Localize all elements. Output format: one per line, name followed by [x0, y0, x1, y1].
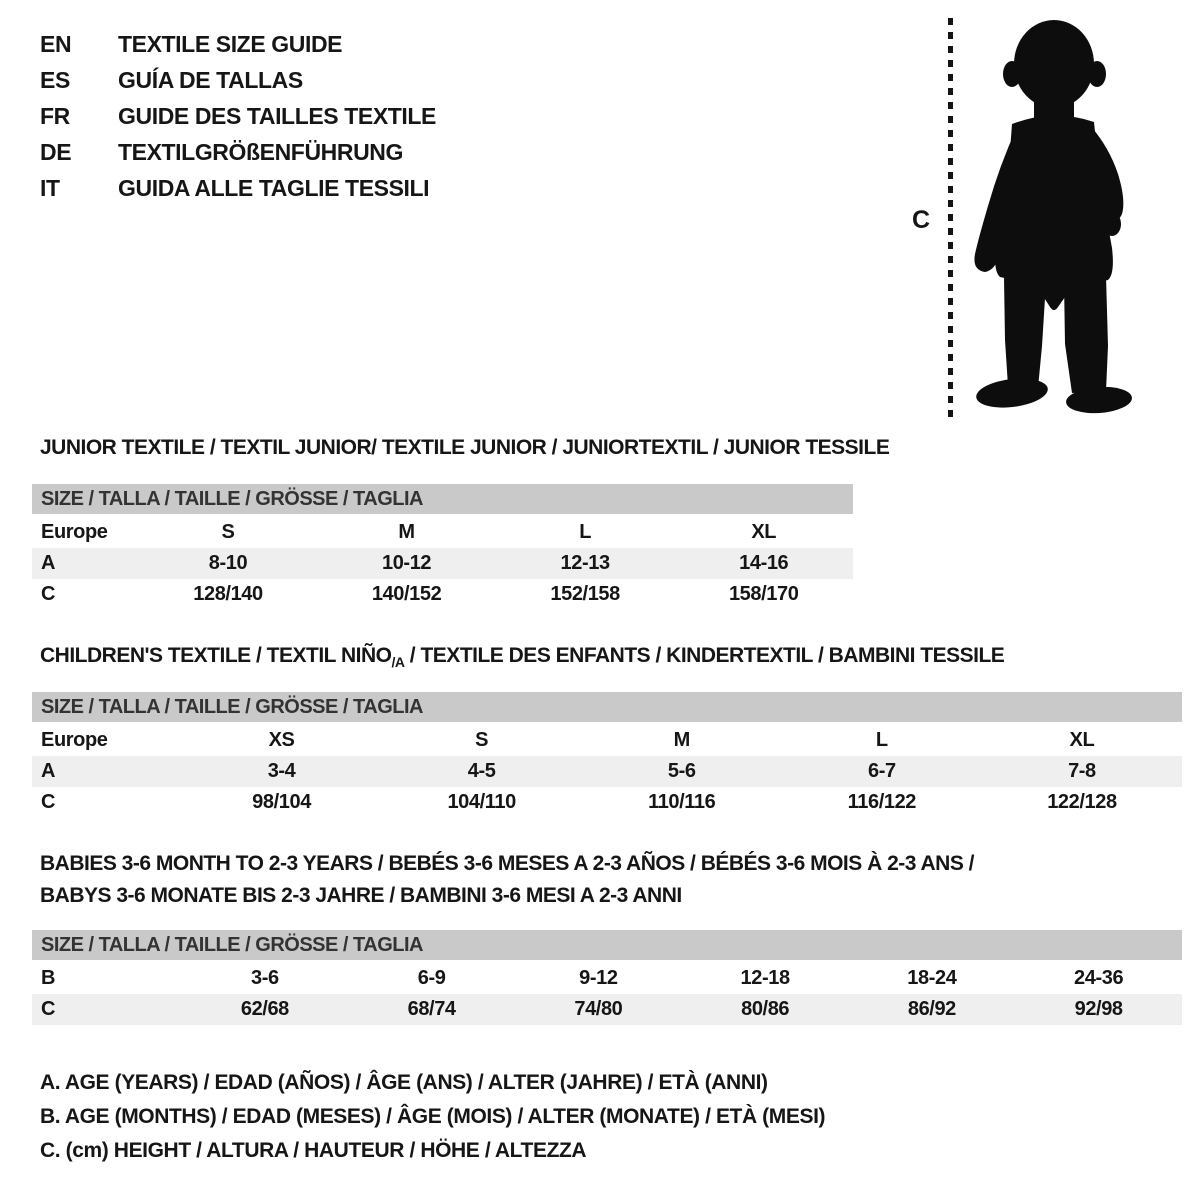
- table-row: [32, 725, 1182, 756]
- table-cell: 128/140: [193, 583, 263, 605]
- table-cell: 68/74: [407, 998, 456, 1020]
- table-cell: 158/170: [728, 583, 799, 605]
- language-title-fr: GUIDE DES TAILLES TEXTILE: [118, 103, 436, 129]
- junior-section-title: JUNIOR TEXTILE / TEXTIL JUNIOR/ TEXTILE JUNIOR / JUNIORTEXTIL / JUNIOR TESSILE: [40, 436, 890, 459]
- language-title-de: TEXTILGRÖßENFÜHRUNG: [118, 139, 403, 165]
- babies-title-line1: BABIES 3-6 MONTH TO 2-3 YEARS / BEBÉS 3-6 MESES A 2-3 AÑOS / BÉBÉS 3-6 MOIS À 2-3 ANS /: [40, 852, 975, 875]
- legend-line-b: B. AGE (MONTHS) / EDAD (MESES) / ÂGE (MOIS) / ALTER (MONATE) / ETÀ (MESI): [40, 1105, 826, 1128]
- table-cell: 62/68: [240, 998, 289, 1020]
- legend-line-a: A. AGE (YEARS) / EDAD (AÑOS) / ÂGE (ANS) / ALTER (JAHRE) / ETÀ (ANNI): [40, 1071, 768, 1094]
- table-cell: S: [475, 729, 489, 751]
- children-size-table: [32, 692, 1182, 818]
- table-cell: 6-7: [867, 760, 896, 782]
- table-cell: M: [398, 521, 415, 543]
- language-code-en: EN: [40, 31, 72, 57]
- table-cell: 5-6: [667, 760, 696, 782]
- table-cell: A: [41, 760, 56, 782]
- table-cell: 3-6: [251, 967, 279, 989]
- table-cell: L: [579, 521, 592, 543]
- table-cell: 98/104: [252, 791, 311, 813]
- table-cell: XS: [268, 729, 295, 751]
- table-cell: Europe: [41, 521, 108, 543]
- table-cell: 80/86: [741, 998, 790, 1020]
- table-cell: B: [41, 967, 56, 989]
- language-title-es: GUÍA DE TALLAS: [118, 67, 303, 93]
- table-row: [32, 756, 1182, 787]
- table-cell: 3-4: [267, 760, 296, 782]
- language-code-de: DE: [40, 139, 72, 165]
- table-cell: 14-16: [739, 552, 789, 574]
- table-row: [32, 548, 853, 579]
- table-row: [32, 787, 1182, 818]
- toddler-silhouette-icon: [960, 16, 1138, 420]
- table-cell: 92/98: [1074, 998, 1123, 1020]
- table-cell: 122/128: [1047, 791, 1117, 813]
- table-cell: 12-13: [560, 552, 610, 574]
- table-cell: 116/122: [847, 791, 917, 813]
- table-cell: L: [875, 729, 888, 751]
- table-cell: 24-36: [1074, 967, 1124, 989]
- table-cell: 10-12: [381, 552, 432, 574]
- table-cell: 12-18: [740, 967, 790, 989]
- table-cell: 86/92: [907, 998, 956, 1020]
- language-code-fr: FR: [40, 103, 70, 129]
- legend-line-c: C. (cm) HEIGHT / ALTURA / HAUTEUR / HÖHE / ALTEZZA: [40, 1139, 587, 1162]
- babies-section-title: [40, 848, 974, 912]
- table-cell: 74/80: [574, 998, 623, 1020]
- babies-size-header: SIZE / TALLA / TAILLE / GRÖSSE / TAGLIA: [32, 930, 1182, 960]
- junior-size-header: SIZE / TALLA / TAILLE / GRÖSSE / TAGLIA: [32, 484, 853, 514]
- table-row: [32, 517, 853, 548]
- table-cell: XL: [1069, 729, 1095, 751]
- table-cell: 104/110: [447, 791, 516, 813]
- table-cell: 8-10: [208, 552, 248, 574]
- table-cell: C: [41, 998, 56, 1020]
- table-cell: 4-5: [467, 760, 496, 782]
- table-cell: S: [221, 521, 235, 543]
- children-section-title: [40, 644, 1004, 670]
- table-row: [32, 963, 1182, 994]
- table-cell: C: [41, 791, 56, 813]
- language-title-it: GUIDA ALLE TAGLIE TESSILI: [118, 175, 430, 201]
- language-code-es: ES: [40, 67, 70, 93]
- junior-size-table: [32, 484, 853, 610]
- language-list: [40, 26, 436, 206]
- height-dotted-line: [948, 18, 953, 418]
- children-size-header: SIZE / TALLA / TAILLE / GRÖSSE / TAGLIA: [32, 692, 1182, 722]
- table-cell: 7-8: [1068, 760, 1096, 782]
- height-figure: [900, 0, 1200, 430]
- children-title-prefix: CHILDREN'S TEXTILE / TEXTIL NIÑO: [40, 644, 392, 667]
- table-cell: Europe: [41, 729, 108, 751]
- language-code-it: IT: [40, 175, 60, 201]
- table-cell: 110/116: [648, 791, 716, 813]
- table-cell: A: [41, 552, 56, 574]
- table-cell: XL: [751, 521, 777, 543]
- table-cell: 140/152: [371, 583, 442, 605]
- children-title-suffix: / TEXTILE DES ENFANTS / KINDERTEXTIL / BAMBINI TESSILE: [404, 644, 1005, 667]
- measurement-legend: [40, 1066, 825, 1168]
- table-cell: C: [41, 583, 56, 605]
- table-cell: 9-12: [579, 967, 618, 989]
- table-cell: 152/158: [550, 583, 620, 605]
- table-cell: 6-9: [417, 967, 446, 989]
- table-cell: 18-24: [907, 967, 957, 989]
- babies-size-table: [32, 930, 1182, 1025]
- table-row: [32, 994, 1182, 1025]
- height-measure-label: C: [912, 206, 931, 234]
- table-row: [32, 579, 853, 610]
- table-cell: M: [673, 729, 690, 751]
- language-title-en: TEXTILE SIZE GUIDE: [118, 31, 343, 57]
- babies-title-line2: BABYS 3-6 MONATE BIS 2-3 JAHRE / BAMBINI 3-6 MESI A 2-3 ANNI: [40, 884, 682, 907]
- children-title-subscript: /A: [391, 654, 405, 671]
